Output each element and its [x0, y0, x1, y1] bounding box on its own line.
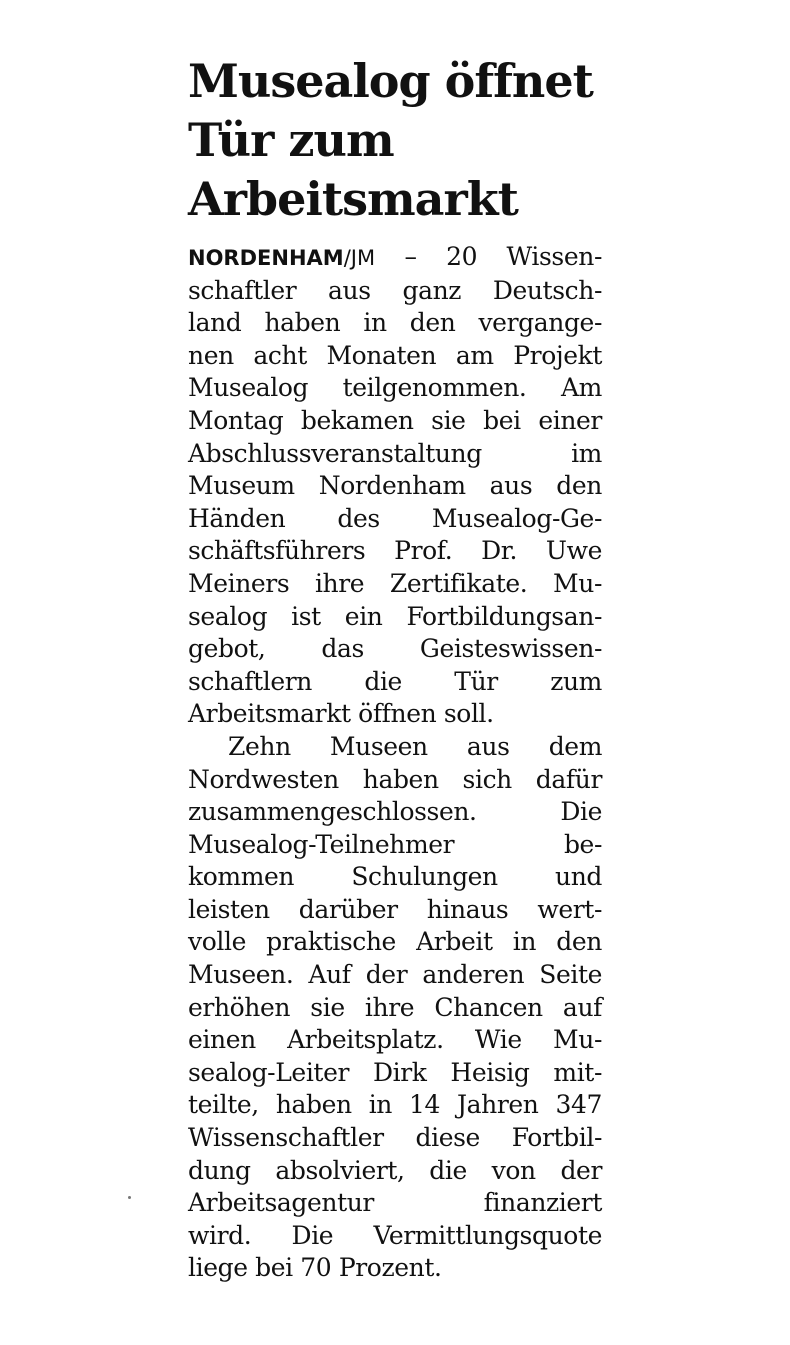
paragraph-line: 20 Wissen-: [446, 242, 602, 271]
paragraph-line: sealog ist ein Fortbildungsan-: [188, 601, 602, 631]
dateline-separator: /: [343, 246, 351, 270]
paragraph-line: liege bei 70 Prozent.: [188, 1253, 442, 1283]
paragraph-line: dung absolviert, die von der: [188, 1155, 602, 1185]
headline-line: Musealog öffnet: [188, 54, 593, 108]
paragraph-line: land haben in den vergange-: [188, 308, 602, 338]
paragraph-line: kommen Schulungen und: [188, 862, 602, 892]
newspaper-clipping: [188, 52, 602, 1285]
article-paragraph-2: [188, 731, 602, 1285]
paragraph-line: sealog-Leiter Dirk Heisig mit-: [188, 1057, 602, 1087]
paragraph-line: leisten darüber hinaus wert-: [188, 894, 602, 924]
paragraph-line: Museen. Auf der anderen Seite: [188, 960, 602, 990]
paragraph-line: erhöhen sie ihre Chancen auf: [188, 992, 602, 1022]
paragraph-line: Arbeitsmarkt öffnen soll.: [188, 699, 494, 729]
dateline-place: NORDENHAM: [188, 246, 344, 270]
paragraph-line: volle praktische Arbeit in den: [188, 927, 602, 957]
paragraph-line: Museum Nordenham aus den: [188, 471, 602, 501]
paragraph-line: Nordwesten haben sich dafür: [188, 764, 602, 794]
article-headline: [188, 52, 602, 229]
paragraph-line: nen acht Monaten am Projekt: [188, 340, 602, 370]
paragraph-line: schäftsführers Prof. Dr. Uwe: [188, 536, 602, 566]
article-paragraph-1: [188, 241, 602, 731]
paragraph-line: schaftlern die Tür zum: [188, 666, 602, 696]
paragraph-line: Arbeitsagentur finanziert: [188, 1188, 602, 1218]
headline-line: Tür zum: [188, 113, 394, 167]
dateline-line: [188, 241, 602, 275]
paragraph-line: Meiners ihre Zertifikate. Mu-: [188, 568, 602, 598]
paragraph-line: einen Arbeitsplatz. Wie Mu-: [188, 1025, 602, 1055]
paragraph-line: Wissenschaftler diese Fortbil-: [188, 1123, 602, 1153]
paragraph-line: Zehn Museen aus dem: [228, 731, 602, 761]
paragraph-line: Abschlussveranstaltung im: [188, 438, 602, 468]
paragraph-line: Musealog-Teilnehmer be-: [188, 829, 602, 859]
paragraph-line: teilte, haben in 14 Jahren 347: [188, 1090, 602, 1120]
paragraph-line: Musealog teilgenommen. Am: [188, 373, 602, 403]
paragraph-line: Händen des Musealog-Ge-: [188, 503, 602, 533]
dateline-dash: –: [375, 242, 447, 271]
paragraph-line: Montag bekamen sie bei einer: [188, 405, 602, 435]
headline-line: Arbeitsmarkt: [188, 172, 518, 226]
paragraph-line: wird. Die Vermittlungsquote: [188, 1220, 602, 1250]
scan-speck: [128, 1196, 131, 1199]
paragraph-line: gebot, das Geisteswissen-: [188, 634, 602, 664]
paragraph-line: schaftler aus ganz Deutsch-: [188, 275, 602, 305]
dateline-author: JM: [350, 246, 376, 270]
paragraph-line: zusammengeschlossen. Die: [188, 797, 602, 827]
